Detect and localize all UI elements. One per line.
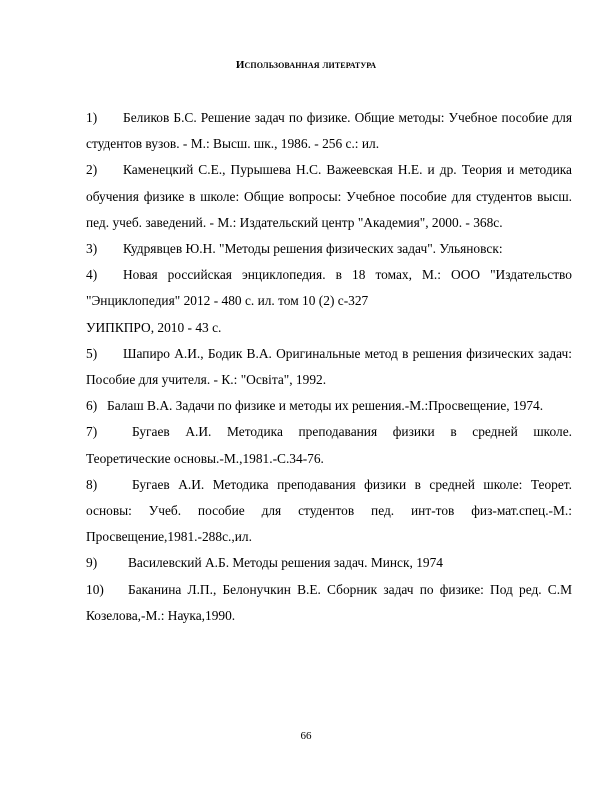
reference-item-5: [86, 341, 572, 393]
reference-number: 8): [86, 476, 98, 492]
reference-text: Балаш В.А. Задачи по физике и методы их решения.-М.:Просвещение, 1974.: [107, 398, 544, 414]
reference-number: 6): [86, 398, 98, 414]
reference-item-6: [86, 393, 572, 419]
page-number: 66: [300, 730, 312, 742]
reference-number: 1): [86, 110, 98, 125]
reference-number: 7): [86, 424, 98, 440]
reference-number: 2): [86, 162, 98, 178]
reference-number: 10): [86, 581, 104, 597]
reference-item-1: [86, 105, 572, 157]
reference-text: Каменецкий С.Е., Пурышева Н.С. Важеевская Н.Е. и др. Теория и методика обучения физике в школе: Общие вопросы: Учебное пособие для студентов высш. пед. учеб. заведений. - М.: Издательский центр "Академия", 2000. - 368с.: [86, 162, 572, 230]
reference-text: Бугаев А.И. Методика преподавания физики в средней школе. Теоретические основы.-М.,1981.-С.34-76.: [86, 424, 572, 466]
reference-item-7: [86, 419, 572, 471]
reference-text: Баканина Л.П., Белонучкин В.Е. Сборник задач по физике: Под ред. С.М Козелова,-М.: Наука,1990.: [86, 581, 572, 623]
reference-number: 9): [86, 555, 98, 571]
reference-item-2: [86, 157, 572, 236]
reference-number: 3): [86, 241, 98, 257]
reference-text: Василевский А.Б. Методы решения задач. Минск, 1974: [128, 555, 443, 571]
reference-number: 4): [86, 267, 98, 283]
page-title: Использованная литература: [235, 59, 377, 71]
reference-item-3: [86, 236, 572, 262]
reference-text: Новая российская энциклопедия. в 18 томах, М.: ООО "Издательство "Энциклопедия" 2012 - 480 с. ил. том 10 (2) с-327: [86, 267, 572, 309]
reference-text: Беликов Б.С. Решение задач по физике. Общие методы: Учебное пособие для студентов вузов. - М.: Высш. шк., 1986. - 256 с.: ил.: [86, 110, 572, 152]
reference-number: 5): [86, 345, 98, 361]
reference-item-10: [86, 577, 572, 629]
reference-text: УИПКПРО, 2010 - 43 с.: [86, 319, 222, 335]
reference-text: Бугаев А.И. Методика преподавания физики в средней школе: Теорет. основы: Учеб. пособие для студентов пед. инт-тов физ-мат.спец.-М.: Просвещение,1981.-288с.,ил.: [86, 476, 572, 545]
reference-list: [86, 105, 572, 629]
reference-item-8: [86, 472, 572, 551]
reference-item-4: [86, 262, 572, 314]
reference-item-continuation: [86, 315, 572, 341]
reference-text: Шапиро А.И., Бодик В.А. Оригинальные метод в решения физических задач: Пособие для учителя. - К.: "Освіта", 1992.: [86, 345, 572, 388]
reference-item-9: [86, 550, 572, 576]
reference-text: Кудрявцев Ю.Н. "Методы решения физических задач". Ульяновск:: [123, 241, 503, 257]
